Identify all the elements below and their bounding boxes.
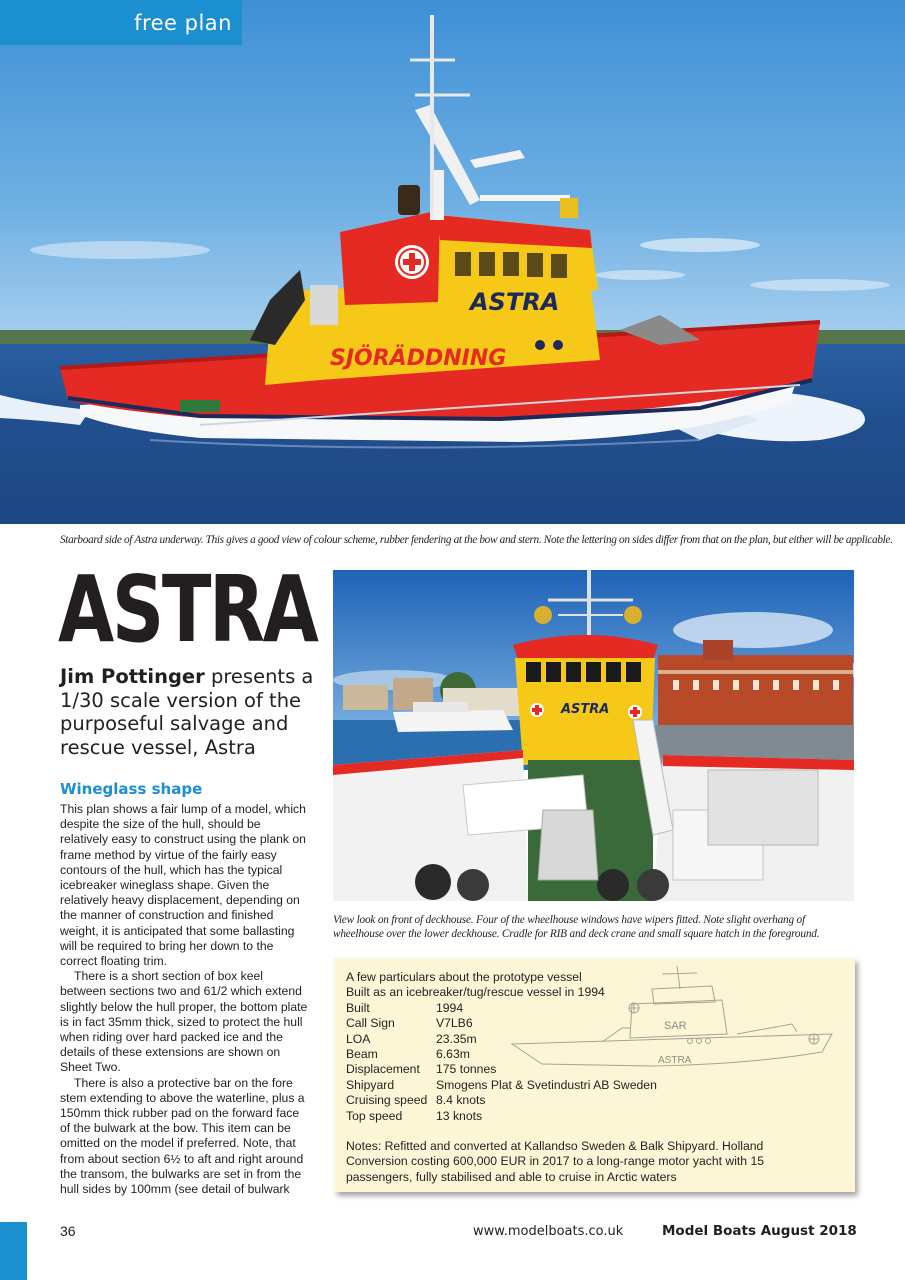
spec-row — [346, 1047, 826, 1062]
deckhouse-photo — [333, 570, 854, 901]
spec-label: Cruising speed — [346, 1093, 428, 1108]
spec-label: Call Sign — [346, 1016, 395, 1031]
sketch-sar-label: SAR — [664, 1020, 687, 1032]
hero-ship-name: ASTRA — [470, 288, 560, 316]
spec-row — [346, 1032, 826, 1047]
footer-accent-bar — [0, 1222, 27, 1280]
spec-value: 6.63m — [436, 1047, 470, 1062]
spec-value: V7LB6 — [436, 1016, 473, 1031]
deckhouse-photo-caption: View look on front of deckhouse. Four of the wheelhouse windows have wipers fitted. Note slight overhang of wheelhouse over the lower deckhouse. Cradle for RIB and deck crane and small square hatch in the foreground. — [333, 914, 820, 940]
body-paragraph: This plan shows a fair lump of a model, which despite the size of the hull, should be relatively easy to construct using the plank on frame method by virtue of the fairly easy contours of the hull, which has the typical icebreaker wineglass shape. Given the relatively heavy displacement, depending on the manner of construction and finished weight, it is anticipated that some ballasting will be required to bring her down to the correct floating trim. — [60, 802, 306, 969]
body-paragraph: There is also a protective bar on the fore stem extending to above the waterline, plus a 150mm thick rubber pad on the forward face of the bulwark at the bow. This item can be omitted on the model if preferred. Note, that from about section 6½ to aft and right around the transom, the bulwarks are set in from the hull sides by 100mm (see detail of bulwark — [60, 1075, 305, 1197]
spec-label: Built — [346, 1000, 370, 1015]
particulars-text — [346, 970, 826, 1185]
section-tag: free plan — [0, 0, 242, 45]
spec-label: Top speed — [346, 1108, 403, 1123]
magazine-issue: Model Boats August 2018 — [662, 1223, 857, 1239]
spec-label: LOA — [346, 1031, 371, 1046]
standfirst-author: Jim Pottinger — [60, 665, 205, 688]
spec-value: 23.35m — [436, 1031, 477, 1046]
particulars-intro-line2: Built as an icebreaker/tug/rescue vessel in 1994 — [346, 985, 605, 1000]
body-paragraph: There is a short section of box keel between sections two and 61/2 which extend slightly below the hull proper, the bottom plate is in fact 35mm thick, sized to protect the hull when riding over hard packed ice and the details of these extensions are shown on Sheet Two. — [60, 969, 308, 1075]
hero-photo — [0, 0, 905, 524]
spec-value: 175 tonnes — [436, 1062, 497, 1077]
spec-value: 13 knots — [436, 1108, 483, 1123]
spec-label: Displacement — [346, 1062, 420, 1077]
subhead: Wineglass shape — [60, 780, 203, 798]
hero-hull-lettering: SJÖRÄDDNING — [330, 346, 507, 371]
page-number: 36 — [60, 1223, 76, 1239]
spec-row — [346, 1109, 826, 1124]
spec-row — [346, 1016, 826, 1031]
spec-value: Smogens Plat & Svetindustri AB Sweden — [436, 1077, 657, 1092]
standfirst-text: presents a 1/30 scale version of the purposeful salvage and rescue vessel, Astra — [60, 665, 314, 759]
article-title: ASTRA — [58, 556, 317, 663]
spec-row — [346, 1062, 826, 1077]
spec-label: Beam — [346, 1047, 378, 1062]
article-body — [60, 802, 310, 1197]
hero-photo-caption: Starboard side of Astra underway. This gives a good view of colour scheme, rubber fendering at the bow and stern. Note the lettering on sides differ from that on the plan, but either will be applicable. — [60, 534, 893, 546]
deckhouse-ship-name: ASTRA — [561, 702, 610, 717]
spec-value: 8.4 knots — [436, 1093, 486, 1108]
particulars-box — [334, 958, 855, 1192]
spec-row — [346, 1093, 826, 1108]
spec-label: Shipyard — [346, 1077, 395, 1092]
particulars-intro: A few particulars about the prototype vessel — [346, 970, 582, 984]
deckhouse-photo-illustration — [333, 570, 854, 901]
website-link[interactable]: www.modelboats.co.uk — [473, 1224, 624, 1239]
particulars-notes: Notes: Refitted and converted at Kallandso Sweden & Balk Shipyard. Holland Conversion costing 600,000 EUR in 2017 to a long-range motor yacht with 15 passengers, fully stabilised and able to cruise in Arctic waters — [346, 1139, 765, 1184]
spec-value: 1994 — [436, 1000, 464, 1015]
spec-row — [346, 1078, 826, 1093]
sketch-name-label: ASTRA — [658, 1055, 692, 1066]
hero-photo-illustration — [0, 0, 905, 524]
standfirst — [60, 665, 322, 759]
spec-row — [346, 1001, 826, 1016]
